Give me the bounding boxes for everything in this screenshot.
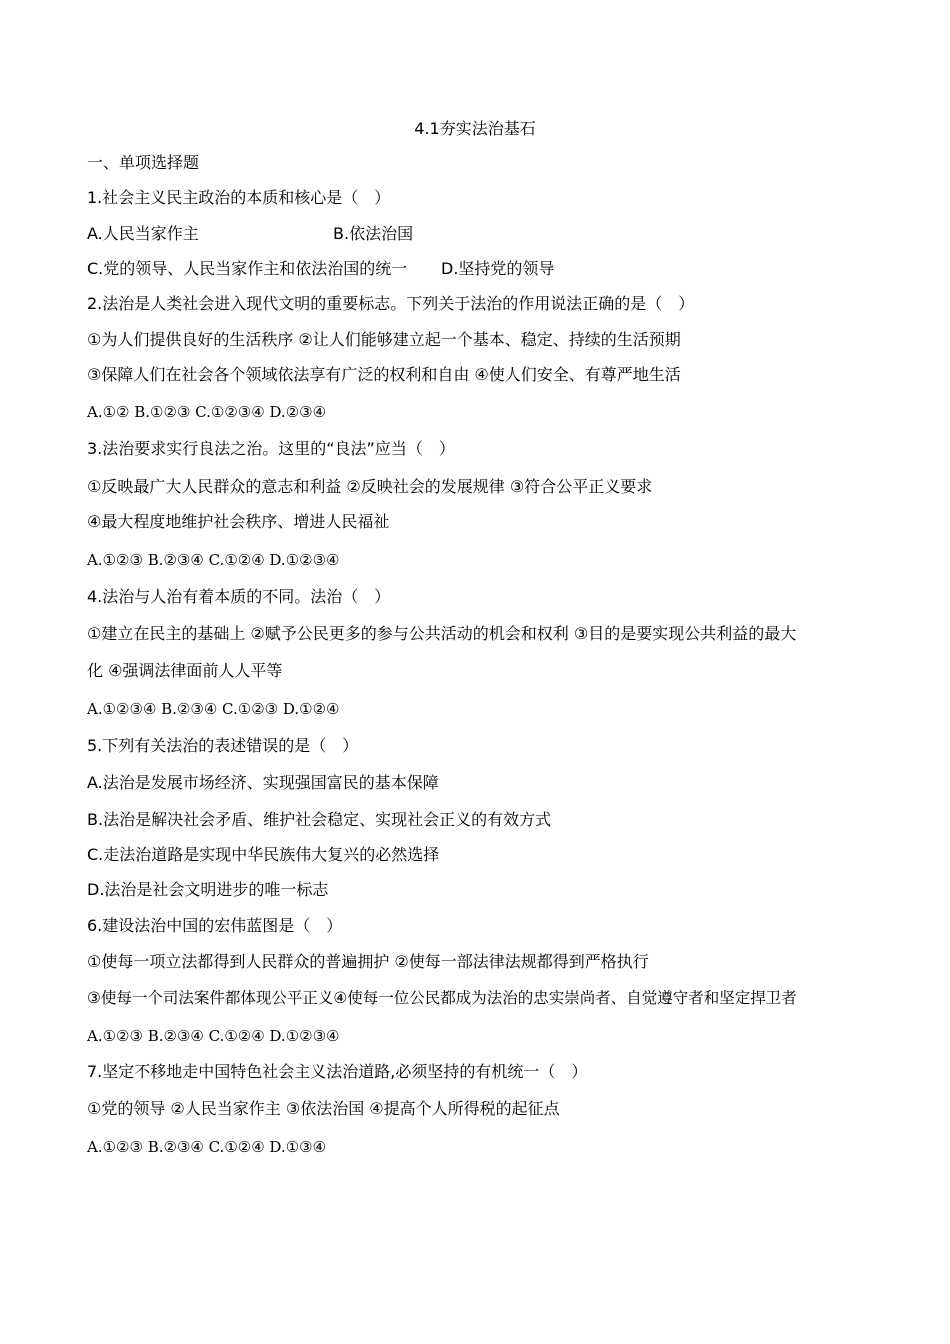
q2-statement-2: ③保障人们在社会各个领域依法享有广泛的权利和自由 ④使人们安全、有尊严地生活: [87, 365, 681, 384]
q2-stem: 2.法治是人类社会进入现代文明的重要标志。下列关于法治的作用说法正确的是（ ）: [87, 294, 695, 313]
q5-option-c: C.走法治道路是实现中华民族伟大复兴的必然选择: [87, 845, 440, 864]
q3-statement-1: ①反映最广大人民群众的意志和利益 ②反映社会的发展规律 ③符合公平正义要求: [87, 477, 653, 496]
q3-statement-2: ④最大程度地维护社会秩序、增进人民福祉: [87, 512, 390, 531]
q1-stem: 1.社会主义民主政治的本质和核心是（ ）: [87, 188, 391, 207]
q2-statement-1: ①为人们提供良好的生活秩序 ②让人们能够建立起一个基本、稳定、持续的生活预期: [87, 330, 681, 349]
q6-stem: 6.建设法治中国的宏伟蓝图是（ ）: [87, 916, 343, 935]
page-title: 4.1夯实法治基石: [414, 119, 536, 138]
q4-stem: 4.法治与人治有着本质的不同。法治（ ）: [87, 587, 391, 606]
q1-option-d: D.坚持党的领导: [441, 259, 555, 278]
section-heading: 一、单项选择题: [87, 153, 200, 172]
q1-option-c: C.党的领导、人民当家作主和依法治国的统一: [87, 259, 408, 278]
q2-options: A.①② B.①②③ C.①②③④ D.②③④: [87, 403, 327, 421]
q3-options: A.①②③ B.②③④ C.①②④ D.①②③④: [87, 551, 340, 569]
q5-stem: 5.下列有关法治的表述错误的是（ ）: [87, 736, 359, 755]
q6-options: A.①②③ B.②③④ C.①②④ D.①②③④: [87, 1027, 340, 1045]
q1-option-a: A.人民当家作主: [87, 224, 199, 243]
q4-statement-1: ①建立在民主的基础上 ②赋予公民更多的参与公共活动的机会和权利 ③目的是要实现公共利益的最大: [87, 624, 797, 643]
q5-option-a: A.法治是发展市场经济、实现强国富民的基本保障: [87, 773, 439, 792]
q6-statement-1: ①使每一项立法都得到人民群众的普遍拥护 ②使每一部法律法规都得到严格执行: [87, 952, 649, 971]
q7-options: A.①②③ B.②③④ C.①②④ D.①③④: [87, 1138, 327, 1156]
q7-stem: 7.坚定不移地走中国特色社会主义法治道路,必须坚持的有机统一（ ）: [87, 1062, 588, 1081]
q1-option-b: B.依法治国: [333, 224, 414, 243]
q5-option-d: D.法治是社会文明进步的唯一标志: [87, 880, 329, 899]
q5-option-b: B.法治是解决社会矛盾、维护社会稳定、实现社会正义的有效方式: [87, 810, 552, 829]
q7-statement-1: ①党的领导 ②人民当家作主 ③依法治国 ④提高个人所得税的起征点: [87, 1099, 560, 1118]
q3-stem: 3.法治要求实行良法之治。这里的“良法”应当（ ）: [87, 439, 455, 458]
q6-statement-2: ③使每一个司法案件都体现公平正义④使每一位公民都成为法治的忠实崇尚者、自觉遵守者和坚定捍卫者: [87, 989, 797, 1007]
q4-options: A.①②③④ B.②③④ C.①②③ D.①②④: [87, 700, 340, 718]
q4-statement-2: 化 ④强调法律面前人人平等: [87, 661, 283, 680]
